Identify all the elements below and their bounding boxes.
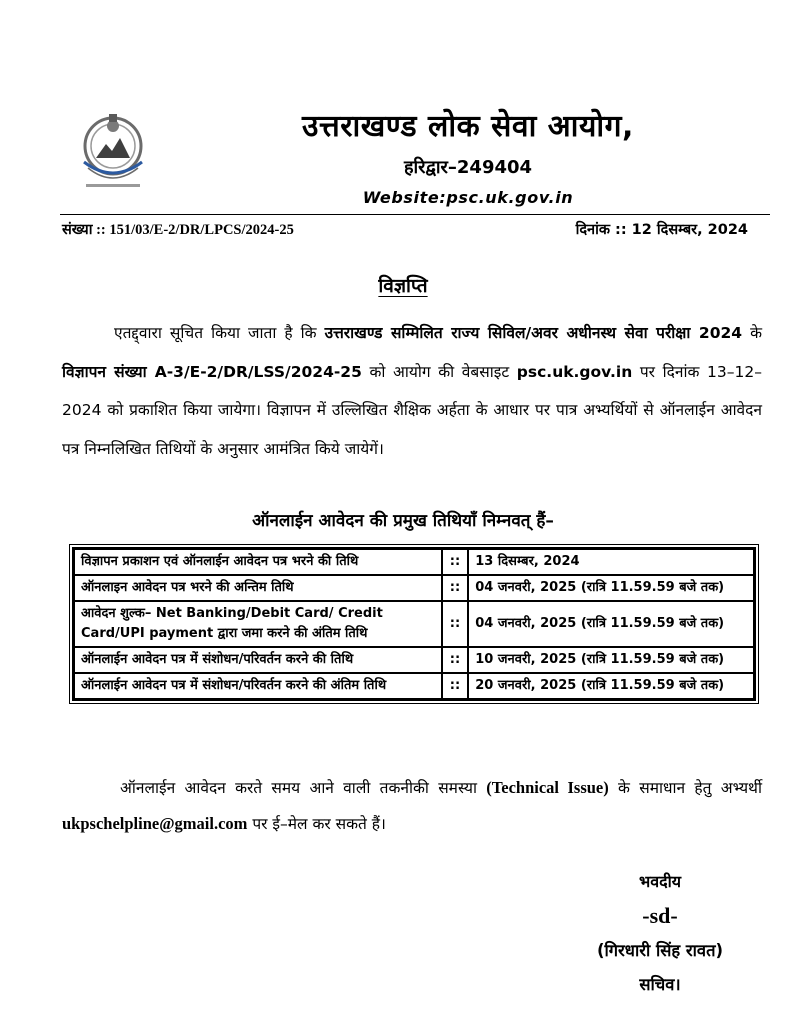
date-value: 04 जनवरी, 2025 (रात्रि 11.59.59 बजे तक): [468, 601, 754, 647]
date-value: 10 जनवरी, 2025 (रात्रि 11.59.59 बजे तक): [468, 647, 754, 673]
date-label: ऑनलाईन आवेदन पत्र में संशोधन/परिवर्तन करने की तिथि: [74, 647, 442, 673]
separator: ::: [442, 549, 469, 575]
date-value: 13 दिसम्बर, 2024: [468, 549, 754, 575]
date-label: ऑनलाईन आवेदन पत्र में संशोधन/परिवर्तन करने की अंतिम तिथि: [74, 673, 442, 699]
separator: ::: [442, 673, 469, 699]
table-row: [74, 549, 754, 575]
important-dates-table: [72, 547, 756, 701]
signatory-designation: सचिव।: [639, 975, 681, 994]
para1-text-7: पर दिनांक 13–12–2024 को प्रकाशित किया जायेगा। विज्ञापन में उल्लिखित शैक्षिक अर्हता के आधार पर पात्र अभ्यर्थियों से ऑनलाईन आवेदन पत्र निम्नलिखित तिथियों के अनुसार आमंत्रित किये जायेगें।: [62, 362, 762, 458]
para2-text-1: ऑनलाईन आवेदन करते समय आने वाली तकनीकी समस्या: [120, 779, 487, 797]
notice-title-text: विज्ञप्ति: [378, 275, 428, 297]
technical-issue-text: (Technical Issue): [486, 778, 609, 797]
notice-title: [0, 272, 806, 298]
organization-website: Website:psc.uk.gov.in: [362, 188, 574, 207]
date-value: 20 जनवरी, 2025 (रात्रि 11.59.59 बजे तक): [468, 673, 754, 699]
para2-text-3: के समाधान हेतु अभ्यर्थी: [608, 779, 762, 797]
reference-date: दिनांक :: 12 दिसम्बर, 2024: [575, 222, 748, 238]
table-heading: ऑनलाईन आवेदन की प्रमुख तिथियाँ निम्नवत् हैं–: [252, 511, 554, 531]
separator: ::: [442, 647, 469, 673]
date-label: ऑनलाइन आवेदन पत्र भरने की अन्तिम तिथि: [74, 575, 442, 601]
organization-address: हरिद्वार–249404: [403, 157, 533, 178]
signature-closing: भवदीय: [638, 872, 682, 891]
separator: ::: [442, 575, 469, 601]
para2-text-5: पर ई–मेल कर सकते हैं।: [247, 815, 386, 833]
para1-text-1: एतद्द्वारा सूचित किया जाता है कि: [114, 324, 325, 342]
helpline-email-link[interactable]: ukpschelpline@gmail.com: [62, 814, 248, 833]
date-label: विज्ञापन प्रकाशन एवं ऑनलाईन आवेदन पत्र भरने की तिथि: [74, 549, 442, 575]
notice-paragraph-2: [62, 770, 762, 842]
date-label: आवेदन शुल्क– Net Banking/Debit Card/ Credit Card/UPI payment द्वारा जमा करने की अंतिम तिथि: [74, 601, 442, 647]
signature-sd: -sd-: [642, 903, 678, 928]
table-row: [74, 575, 754, 601]
date-value: 04 जनवरी, 2025 (रात्रि 11.59.59 बजे तक): [468, 575, 754, 601]
para1-text-5: को आयोग की वेबसाइट: [361, 362, 517, 381]
advertisement-number: विज्ञापन संख्या A-3/E-2/DR/LSS/2024-25: [62, 362, 362, 381]
para1-text-3: के: [742, 324, 762, 342]
website-link[interactable]: psc.uk.gov.in: [516, 362, 633, 381]
organization-name: उत्तराखण्ड लोक सेवा आयोग,: [302, 109, 634, 144]
exam-name: उत्तराखण्ड सम्मिलित राज्य सिविल/अवर अधीनस्थ सेवा परीक्षा 2024: [324, 324, 743, 342]
reference-number: संख्या :: 151/03/E-2/DR/LPCS/2024-25: [62, 222, 294, 238]
notice-paragraph-1: [62, 314, 762, 468]
separator: ::: [442, 601, 469, 647]
header-divider: [60, 214, 770, 215]
table-row: [74, 673, 754, 699]
table-row: [74, 601, 754, 647]
signatory-name: (गिरधारी सिंह रावत): [596, 941, 724, 960]
table-row: [74, 647, 754, 673]
commission-emblem-icon: [74, 104, 152, 196]
